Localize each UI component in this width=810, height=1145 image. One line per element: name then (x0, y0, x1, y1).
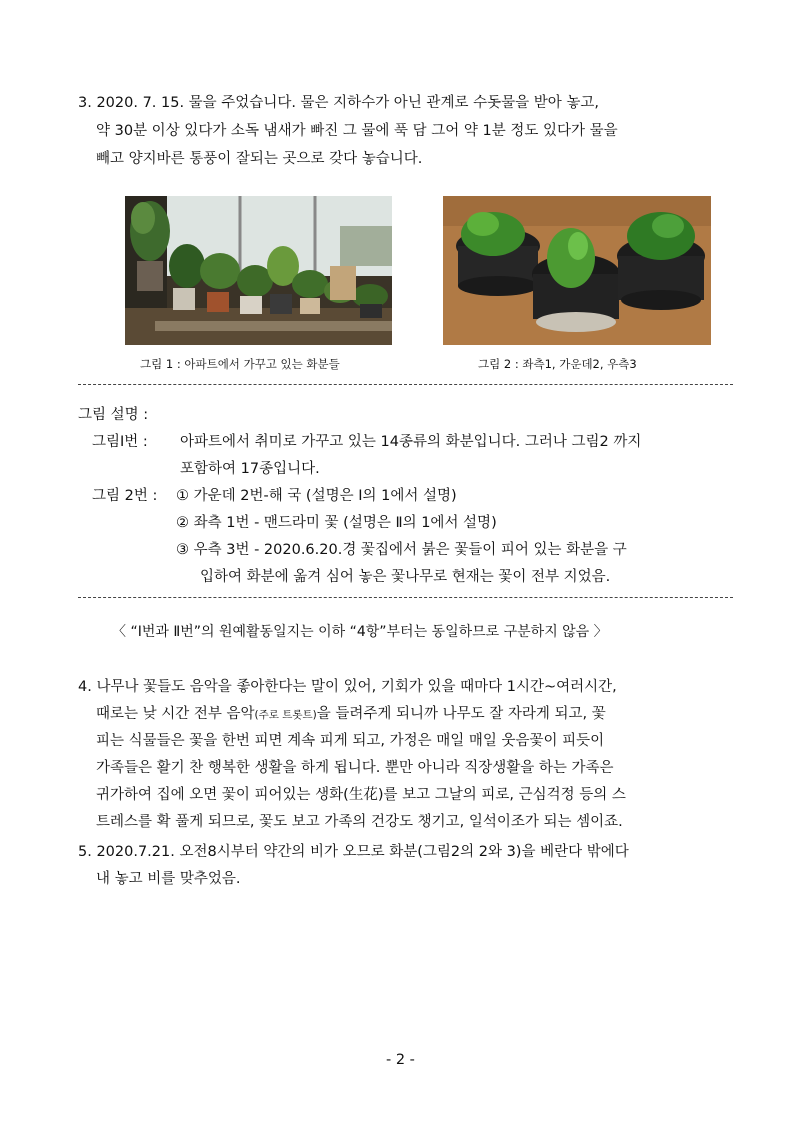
description-item2-line3: ③ 우측 3번 - 2020.6.20.경 꽃집에서 붉은 꽃들이 피어 있는 화분을 구 (176, 542, 627, 558)
description-item2-line4: 입하여 화분에 옮겨 심어 놓은 꽃나무로 현재는 꽃이 전부 지었음. (200, 569, 611, 585)
section3-line3: 빼고 양지바른 통풍이 잘되는 곳으로 갖다 놓습니다. (96, 151, 423, 167)
figure2-caption: 그림 2 : 좌측1, 가운데2, 우측3 (478, 357, 637, 371)
description-item1-line2: 포함하여 17종입니다. (180, 461, 320, 477)
description-heading: 그림 설명 : (78, 407, 149, 423)
section4-line4: 가족들은 활기 찬 행복한 생활을 하게 됩니다. 뿐만 아니라 직장생활을 하는 가족은 (96, 760, 614, 776)
separator-bottom (78, 597, 733, 598)
figure1-caption: 그림 1 : 아파트에서 가꾸고 있는 화분들 (140, 357, 340, 371)
description-item2-line2: ② 좌측 1번 - 맨드라미 꽃 (설명은 Ⅱ의 1에서 설명) (176, 515, 497, 531)
separator-top (78, 384, 733, 385)
description-item1-line1: 아파트에서 취미로 가꾸고 있는 14종류의 화분입니다. 그러나 그림2 까지 (180, 434, 642, 450)
section4-line5: 귀가하여 집에 오면 꽃이 피어있는 생화(生花)를 보고 그날의 피로, 근심걱정 등의 스 (96, 787, 626, 803)
section5-line1: 5. 2020.7.21. 오전8시부터 약간의 비가 오므로 화분(그림2의 2와 3)을 베란다 밖에다 (78, 844, 629, 860)
figure1-photo (125, 196, 392, 345)
section4-line2-small: (주로 트롯트) (254, 709, 317, 721)
section4-line2-part-b: 을 들려주게 되니까 나무도 잘 자라게 되고, 꽃 (316, 706, 606, 722)
section4-line6: 트레스를 확 풀게 되므로, 꽃도 보고 가족의 건강도 챙기고, 일석이조가 되는 셈이죠. (96, 814, 623, 830)
section4-line2-part-a: 때로는 낮 시간 전부 음악 (96, 706, 255, 722)
description-item2-line1: ① 가운데 2번-해 국 (설명은 Ⅰ의 1에서 설명) (176, 488, 457, 504)
section4-line2 (96, 704, 606, 725)
section4-line3: 피는 식물들은 꽃을 한번 피면 계속 피게 되고, 가정은 매일 매일 웃음꽃이 피듯이 (96, 733, 605, 749)
section4-line1: 4. 나무나 꽃들도 음악을 좋아한다는 말이 있어, 기회가 있을 때마다 1시간~여러시간, (78, 679, 617, 695)
description-item2-label: 그림 2번 : (92, 488, 158, 504)
section5-line2: 내 놓고 비를 맞추었음. (96, 871, 241, 887)
page-number: - 2 - (386, 1052, 415, 1068)
notice-text: 〈 “Ⅰ번과 Ⅱ번”의 원예활동일지는 이하 “4항”부터는 동일하므로 구분하지 않음 〉 (112, 624, 608, 640)
section3-line2: 약 30분 이상 있다가 소독 냄새가 빠진 그 물에 푹 담 그어 약 1분 정도 있다가 물을 (96, 123, 618, 139)
section3-line1: 3. 2020. 7. 15. 물을 주었습니다. 물은 지하수가 아닌 관계로 수돗물을 받아 놓고, (78, 95, 599, 111)
figure2-photo (443, 196, 711, 345)
description-item1-label: 그림Ⅰ번 : (92, 434, 148, 450)
